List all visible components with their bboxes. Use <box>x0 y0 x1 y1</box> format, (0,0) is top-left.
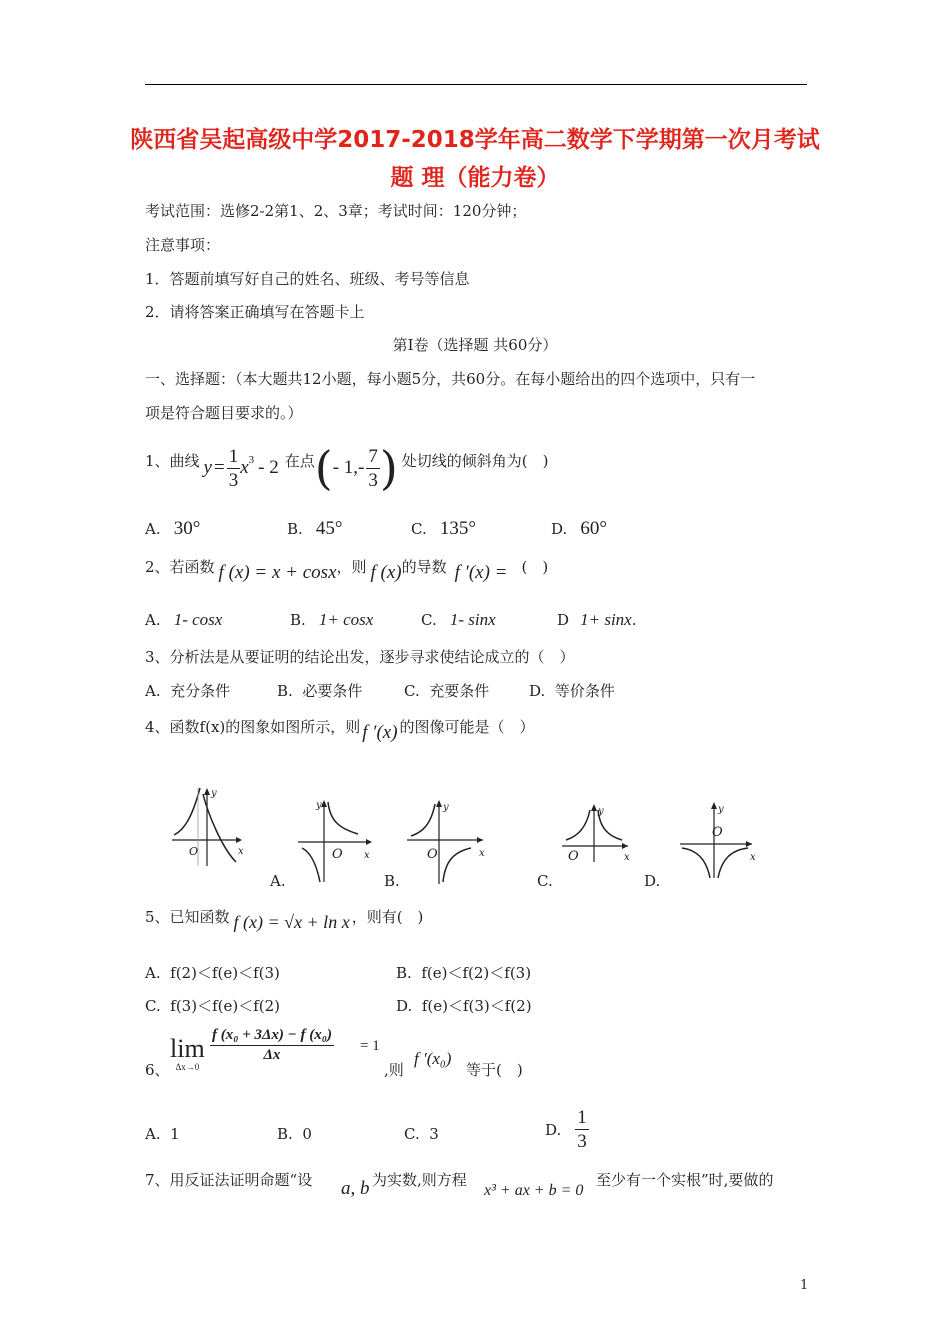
q7-ab: a, b <box>341 1178 370 1199</box>
q4-suffix: 的图像可能是（ ） <box>399 718 535 736</box>
q2-mid1: ，则 <box>336 558 367 576</box>
q5-prefix: 5、已知函数 <box>145 908 230 926</box>
graph-option-b <box>405 798 491 886</box>
q2-eq2: f (x) <box>370 562 402 583</box>
option-letter: C. <box>404 682 420 700</box>
option-value: 1+ cosx <box>318 610 374 629</box>
option-value: f(e)＜f(2)＜f(3) <box>421 964 532 982</box>
option-letter: A. <box>145 1125 161 1143</box>
q1-left-paren: ( <box>314 441 333 495</box>
q1-option-a <box>145 518 200 540</box>
option-letter: D. <box>545 1120 562 1139</box>
axis-x-label: x <box>479 848 485 859</box>
q1-frac-den: 3 <box>228 469 239 491</box>
option-value: 1- cosx <box>173 610 223 629</box>
option-letter: B. <box>277 682 293 700</box>
q6-den: Δx <box>263 1047 281 1063</box>
q1-fraction <box>227 447 241 490</box>
q3-option-a <box>145 680 230 701</box>
q1-point-fraction <box>366 447 380 490</box>
option-letter: B. <box>396 964 412 982</box>
q6-mid: ,则 <box>384 1061 404 1079</box>
q6-option-a <box>145 1125 180 1143</box>
axis-y-label: y <box>443 802 449 813</box>
option-value: 0 <box>302 1125 312 1143</box>
q6-prefix: 6、 <box>145 1061 170 1079</box>
q1-eq-rest: - 2 <box>258 457 279 478</box>
q7-suffix: 至少有一个实根”时,要做的 <box>596 1171 774 1189</box>
q6-num: f (x₀ + 3Δx) − f (x₀) <box>210 1028 334 1046</box>
option-letter: A. <box>145 682 161 700</box>
option-letter: B. <box>290 611 306 629</box>
option-value: 充要条件 <box>429 682 490 700</box>
q5-suffix: ，则有( ) <box>351 908 424 926</box>
q2-suffix: ( ) <box>521 558 549 576</box>
note-2: 2．请将答案正确填写在答题卡上 <box>145 303 365 321</box>
option-value: 充分条件 <box>170 682 231 700</box>
q5-option-a <box>145 962 280 983</box>
part-one-heading: 第Ⅰ卷（选择题 共60分） <box>392 336 558 354</box>
option-letter: D. <box>396 997 413 1015</box>
q1-option-d <box>551 518 607 540</box>
q2-eq1: f (x) = x + cosx <box>218 562 337 583</box>
notes-title: 注意事项： <box>145 236 221 254</box>
note-1: 1．答题前填写好自己的姓名、班级、考号等信息 <box>145 270 470 288</box>
q6-deriv: f ′(x₀) <box>414 1049 452 1068</box>
q1-point-num: 7 <box>368 445 378 467</box>
option-value: 30° <box>173 518 201 539</box>
q6-option-c <box>404 1125 439 1143</box>
axis-x-label: x <box>364 850 370 861</box>
option-letter: C. <box>145 997 161 1015</box>
option-letter: A. <box>145 611 161 629</box>
title-line2: 题 理（能力卷） <box>390 165 560 191</box>
graph-label-a: A. <box>270 872 286 890</box>
q5-option-b <box>396 962 531 983</box>
option-value: f(e)＜f(3)＜f(2) <box>421 997 532 1015</box>
q3-option-c <box>404 680 489 701</box>
graph-label-c: C. <box>537 872 553 890</box>
origin-label: O <box>568 849 579 864</box>
option-value: 必要条件 <box>302 682 363 700</box>
section-instructions-line1: 一、选择题：（本大题共12小题，每小题5分，共60分。在每小题给出的四个选项中，只有一 <box>145 370 756 388</box>
q3-option-d <box>529 680 615 701</box>
q1-point-a: - 1,- <box>332 457 365 478</box>
option-value: 3 <box>429 1125 439 1143</box>
option-value: 135° <box>439 518 476 539</box>
q5-option-d <box>396 995 532 1016</box>
q3-option-b <box>277 680 362 701</box>
q2-option-b <box>290 610 373 630</box>
option-letter: A. <box>145 520 161 538</box>
q1-option-b <box>287 518 343 540</box>
question-4 <box>145 716 535 744</box>
axis-y-label: y <box>211 788 217 799</box>
q2-mid2: 的导数 <box>401 558 447 576</box>
q6-option-d <box>545 1108 589 1151</box>
origin-label: O <box>427 847 438 862</box>
exam-scope: 考试范围：选修2-2第1、2、3章；考试时间：120分钟； <box>145 202 527 220</box>
q6-eq: = 1 <box>360 1038 380 1054</box>
axis-y-label: y <box>718 804 724 815</box>
graph-label-d: D. <box>644 872 661 890</box>
section-instructions-line2: 项是符合题目要求的。） <box>145 404 303 422</box>
q2-option-d: D 1+ sinx. <box>557 610 637 629</box>
option-letter: C. <box>421 611 437 629</box>
q2-eq3: f ′(x) = <box>454 562 508 583</box>
option-value: 1- sinx <box>449 610 496 629</box>
option-letter: B. <box>287 520 303 538</box>
q6-lim: lim <box>170 1034 205 1063</box>
option-letter: B. <box>277 1125 293 1143</box>
option-letter: D <box>557 611 570 629</box>
q6-option-b <box>277 1125 312 1143</box>
q1-prefix: 1、曲线 <box>145 452 200 470</box>
q4-prefix: 4、函数f(x)的图象如图所示，则 <box>145 718 361 736</box>
q6-suffix: 等于( ) <box>466 1061 523 1079</box>
q5-option-c <box>145 995 280 1016</box>
q1-eq-exp: 3 <box>248 454 255 466</box>
option-frac-den: 3 <box>577 1131 587 1152</box>
q1-frac-num: 1 <box>228 445 239 467</box>
graph-label-b: B. <box>384 872 400 890</box>
origin-label: O <box>332 847 343 862</box>
graph-option-a <box>296 796 378 884</box>
q5-eq: f (x) = √x + ln x <box>233 912 350 932</box>
q7-eq: x³ + ax + b = 0 <box>484 1182 584 1199</box>
option-frac-num: 1 <box>577 1107 587 1128</box>
graph-option-c <box>560 802 636 864</box>
option-value: f(2)＜f(e)＜f(3) <box>170 964 280 982</box>
axis-y-label: y <box>598 806 604 817</box>
graph-option-d <box>678 800 760 880</box>
option-letter: D. <box>529 682 546 700</box>
origin-label: O <box>712 825 723 840</box>
option-value: f(3)＜f(e)＜f(2) <box>170 997 280 1015</box>
q2-option-c <box>421 610 496 630</box>
question-5 <box>145 906 423 933</box>
question-1 <box>145 438 549 498</box>
title-line1: 陕西省吴起高级中学2017-2018学年高二数学下学期第一次月考试 <box>130 127 820 153</box>
option-value: 45° <box>315 518 343 539</box>
axis-x-label: x <box>238 846 244 857</box>
question-3: 3、分析法是从要证明的结论出发，逐步寻求使结论成立的（ ） <box>145 648 575 666</box>
option-value: 1+ sinx <box>580 610 632 629</box>
option-value: 等价条件 <box>554 682 615 700</box>
option-value: 60° <box>580 518 607 539</box>
q4-eq: f ′(x) <box>362 722 398 743</box>
q2-option-a <box>145 610 222 630</box>
option-letter: C. <box>404 1125 420 1143</box>
question-2 <box>145 556 548 584</box>
q1-eq-y: y <box>203 457 212 478</box>
graph-original-fx <box>170 786 245 868</box>
axis-x-label: x <box>750 852 756 863</box>
q1-suffix: 处切线的倾斜角为( ) <box>401 452 549 470</box>
q6-fraction <box>210 1028 334 1063</box>
q6-lim-sub: Δx→0 <box>175 1062 200 1072</box>
option-letter: D. <box>551 520 568 538</box>
option-value: 1 <box>170 1125 180 1143</box>
q1-mid: 在点 <box>284 452 315 470</box>
q7-prefix: 7、用反证法证明命题“设 <box>145 1171 313 1189</box>
q1-eq-x: x <box>240 457 249 478</box>
q1-point-den: 3 <box>368 469 378 491</box>
q2-prefix: 2、若函数 <box>145 558 215 576</box>
q1-eq-sign: = <box>213 457 225 478</box>
q1-right-paren: ) <box>379 441 398 495</box>
q7-mid: 为实数,则方程 <box>372 1171 467 1189</box>
origin-label: O <box>189 845 199 858</box>
header-rule <box>145 84 807 85</box>
option-letter: A. <box>145 964 161 982</box>
option-letter: C. <box>411 520 427 538</box>
q6-limit <box>170 1036 205 1072</box>
axis-y-label: y <box>316 800 322 811</box>
axis-x-label: x <box>624 852 630 863</box>
q1-option-c <box>411 518 476 540</box>
page-number: 1 <box>800 1278 809 1293</box>
